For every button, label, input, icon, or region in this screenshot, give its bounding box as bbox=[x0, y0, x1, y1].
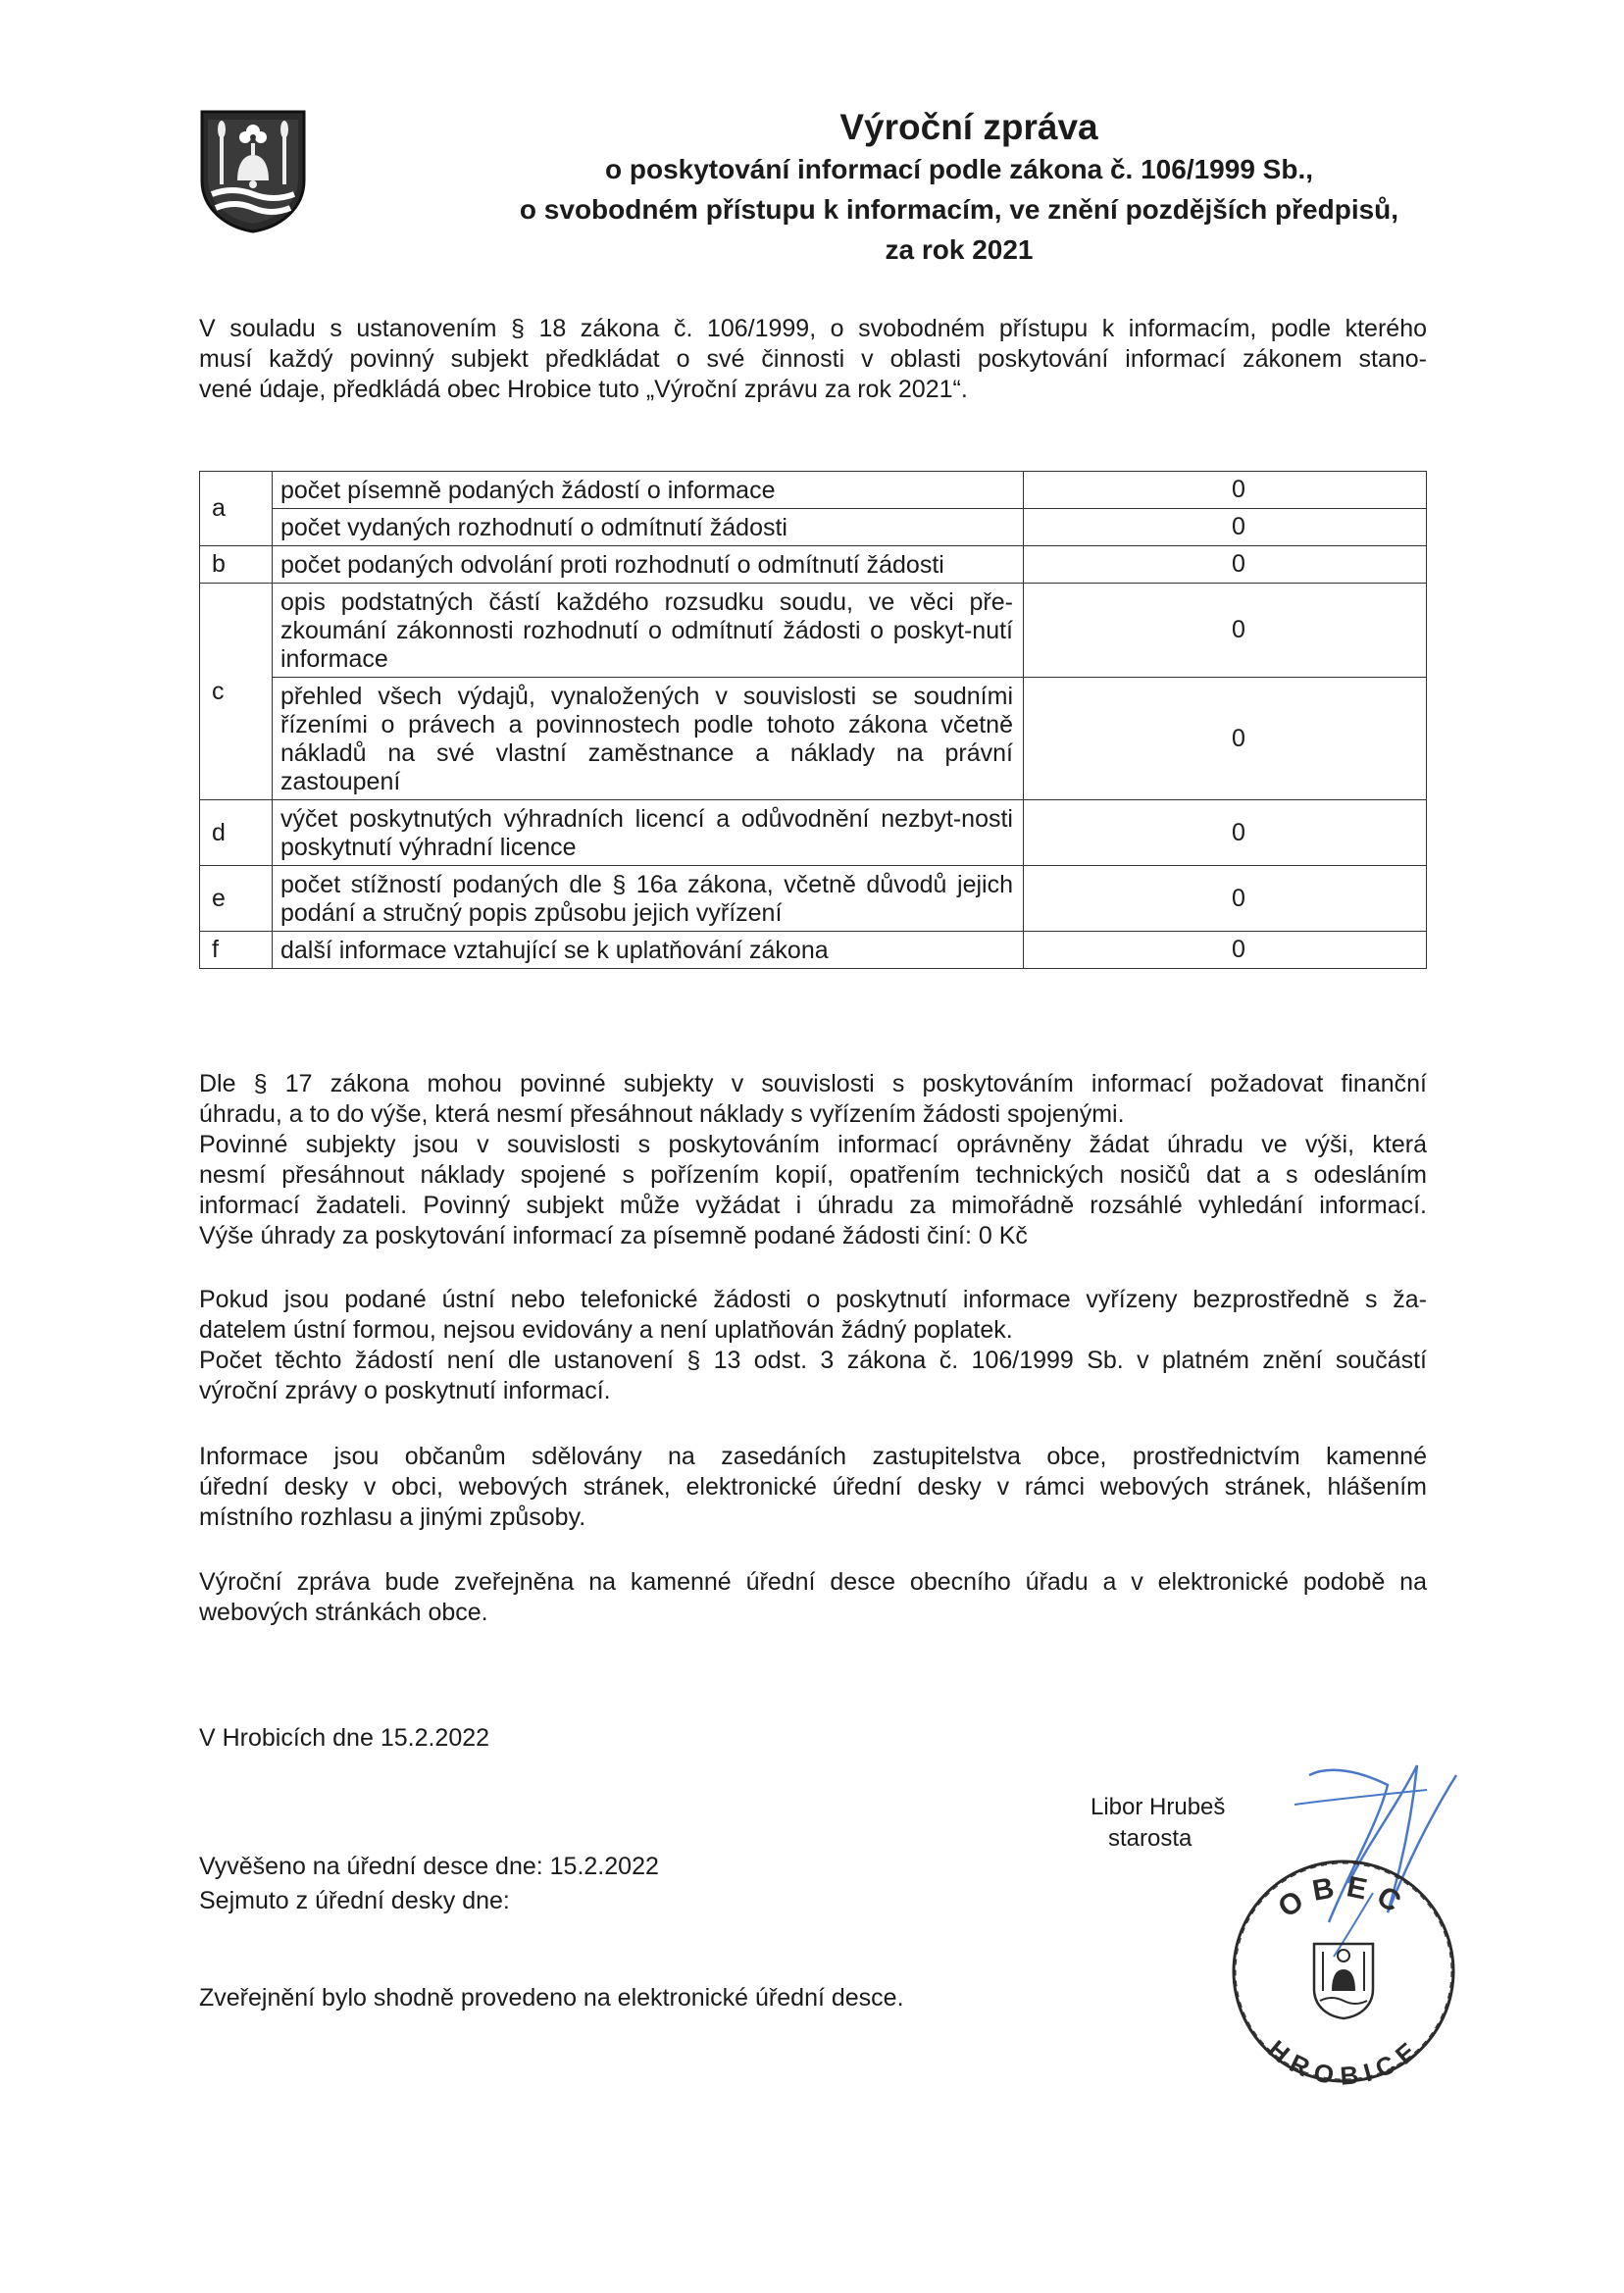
table-row bbox=[200, 866, 1427, 932]
oral-line: Počet těchto žádostí není dle ustanovení § 13 odst. 3 zákona č. 106/1999 Sb. v platném znění součástí bbox=[199, 1347, 1427, 1374]
table-row bbox=[200, 800, 1427, 866]
subtitle-line-1: o poskytování informací podle zákona č. 106/1999 Sb., bbox=[604, 154, 1314, 184]
row-value: 0 bbox=[1024, 678, 1427, 800]
table-row bbox=[200, 472, 1427, 509]
row-description: přehled všech výdajů, vynaložených v souvislosti se soudními řízeními o právech a povinnostech podle tohoto zákona včetně nákladů na své vlastní zaměstnance a náklady na právní zastoupení bbox=[273, 678, 1024, 800]
row-value: 0 bbox=[1024, 546, 1427, 584]
communication-paragraph bbox=[199, 1442, 1427, 1533]
publication-line: webových stránkách obce. bbox=[199, 1599, 488, 1626]
intro-line: V souladu s ustanovením § 18 zákona č. 106/1999, o svobodném přístupu k informacím, podle kterého bbox=[199, 315, 1427, 342]
svg-text:HROBICE bbox=[1262, 2034, 1424, 2089]
row-value: 0 bbox=[1024, 584, 1427, 678]
communication-line: Informace jsou občanům sdělovány na zasedáních zastupitelstva obce, prostřednictvím kamenné bbox=[199, 1443, 1427, 1470]
fees-line: úhradu, a to do výše, která nesmí přesáhnout náklady s vyřízením žádosti spojenými. bbox=[199, 1100, 1125, 1128]
oral-line: Pokud jsou podané ústní nebo telefonické žádosti o poskytnutí informace vyřízeny bezprostředně s ža- bbox=[199, 1286, 1427, 1313]
row-letter: b bbox=[200, 546, 273, 584]
oral-requests-paragraph bbox=[199, 1285, 1427, 1406]
row-description: počet stížností podaných dle § 16a zákona, včetně důvodů jejich podání a stručný popis způsobu jejich vyřízení bbox=[273, 866, 1024, 932]
row-letter: e bbox=[200, 866, 273, 932]
signatory-name: Libor Hrubeš bbox=[1091, 1794, 1226, 1820]
table-row bbox=[200, 932, 1427, 969]
fees-line: informací žadateli. Povinný subjekt může vyžádat i úhradu za mimořádně rozsáhlé vyhledání informací. bbox=[199, 1192, 1427, 1219]
row-description: počet podaných odvolání proti rozhodnutí o odmítnutí žádosti bbox=[273, 546, 1024, 584]
oral-line: datelem ústní formou, nejsou evidovány a není uplatňován žádný poplatek. bbox=[199, 1316, 1013, 1344]
signatory-role: starosta bbox=[1108, 1825, 1193, 1852]
municipal-crest-icon bbox=[198, 108, 308, 233]
row-value: 0 bbox=[1024, 472, 1427, 509]
publication-paragraph bbox=[199, 1567, 1427, 1628]
table-row bbox=[200, 546, 1427, 584]
communication-line: místního rozhlasu a jinými způsoby. bbox=[199, 1503, 586, 1531]
table-row bbox=[200, 678, 1427, 800]
row-description: počet písemně podaných žádostí o informace bbox=[273, 472, 1024, 509]
place-and-date: V Hrobicích dne 15.2.2022 bbox=[199, 1724, 490, 1752]
subtitle-line-2: o svobodném přístupu k informacím, ve znění pozdějších předpisů, bbox=[519, 194, 1399, 225]
stamp-bottom-text: HROBICE bbox=[1262, 2034, 1425, 2089]
row-letter: c bbox=[200, 584, 273, 800]
row-value: 0 bbox=[1024, 932, 1427, 969]
stamp-crest-icon bbox=[1314, 1944, 1373, 2018]
fees-line: nesmí přesáhnout náklady spojené s pořízením kopií, opatřením technických nosičů dat a s odesláním bbox=[199, 1161, 1427, 1189]
row-description: počet vydaných rozhodnutí o odmítnutí žádosti bbox=[273, 509, 1024, 546]
row-letter: d bbox=[200, 800, 273, 866]
svg-text:OBEC bbox=[1273, 1870, 1415, 1924]
publication-line: Výroční zpráva bude zveřejněna na kamenné úřední desce obecního úřadu a v elektronické podobě na bbox=[199, 1568, 1427, 1596]
intro-line: musí každý povinný subjekt předkládat o své činnosti v oblasti poskytování informací zákonem stano- bbox=[199, 345, 1427, 373]
row-letter: a bbox=[200, 472, 273, 546]
title-block bbox=[294, 106, 1624, 270]
fees-paragraph bbox=[199, 1069, 1427, 1251]
subtitle-line-3: za rok 2021 bbox=[885, 234, 1034, 265]
municipal-stamp-icon bbox=[1226, 1854, 1461, 2089]
row-letter: f bbox=[200, 932, 273, 969]
statistics-table bbox=[199, 471, 1427, 969]
row-value: 0 bbox=[1024, 509, 1427, 546]
row-description: výčet poskytnutých výhradních licencí a odůvodnění nezbyt-nosti poskytnutí výhradní licence bbox=[273, 800, 1024, 866]
row-description: další informace vztahující se k uplatňování zákona bbox=[273, 932, 1024, 969]
document-title: Výroční zpráva bbox=[839, 107, 1098, 147]
table-row bbox=[200, 509, 1427, 546]
intro-line: vené údaje, předkládá obec Hrobice tuto „Výroční zprávu za rok 2021“. bbox=[199, 376, 968, 403]
fees-line: Výše úhrady za poskytování informací za písemně podané žádosti činí: 0 Kč bbox=[199, 1222, 1028, 1249]
posted-date: Vyvěšeno na úřední desce dne: 15.2.2022 bbox=[199, 1853, 659, 1880]
row-value: 0 bbox=[1024, 866, 1427, 932]
stamp-top-text: OBEC bbox=[1272, 1869, 1415, 1925]
table-row bbox=[200, 584, 1427, 678]
fees-line: Povinné subjekty jsou v souvislosti s poskytováním informací oprávněny žádat úhradu ve výši, která bbox=[199, 1131, 1427, 1158]
fees-line: Dle § 17 zákona mohou povinné subjekty v souvislosti s poskytováním informací požadovat finanční bbox=[199, 1070, 1427, 1097]
electronic-publication-note: Zveřejnění bylo shodně provedeno na elektronické úřední desce. bbox=[199, 1984, 904, 2012]
row-value: 0 bbox=[1024, 800, 1427, 866]
removed-date: Sejmuto z úřední desky dne: bbox=[199, 1887, 510, 1914]
row-description: opis podstatných částí každého rozsudku soudu, ve věci pře-zkoumání zákonnosti rozhodnutí o odmítnutí žádosti o poskyt-nutí informace bbox=[273, 584, 1024, 678]
oral-line: výroční zprávy o poskytnutí informací. bbox=[199, 1377, 611, 1404]
communication-line: úřední desky v obci, webových stránek, elektronické úřední desky v rámci webových stránek, hlášením bbox=[199, 1473, 1427, 1501]
intro-paragraph bbox=[199, 314, 1427, 405]
